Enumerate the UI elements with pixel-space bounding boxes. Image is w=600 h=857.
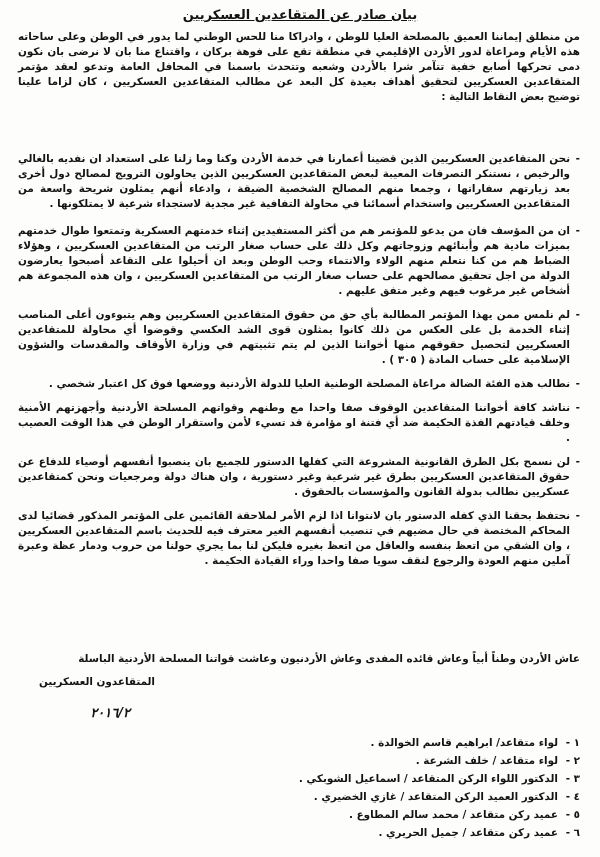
point-item: - ان من المؤسف فان من يدعو للمؤتمر هم من أكثر المستفيدين إثناء خدمتهم العسكرية وتمتعوا طوال خدمتهم بميزات مادية هم وأبنائهم وزوجاتهم وكل ذلك على حساب صغار الرتب من المتقاعدين العسكريين ، وهؤلاء الضباط هم من كنا نتعلم منهم الولاء والانتماء وحب الوطن وبعد ان أحيلوا على التقاعد أصبحوا يعارضون الدولة من اجل تحقيق مصالحهم على حساب صغار الرتب من المتقاعدين العسكريين ، وان هذه المجموعة هم أشخاص غير مرغوب فيهم وغير متفق عليهم .: [18, 224, 580, 299]
signatory-number: ٤ -: [565, 791, 580, 803]
signatory-item: [180, 824, 580, 842]
signatory-number: ٥ -: [565, 809, 580, 821]
signatory-number: ٢ -: [565, 755, 580, 767]
signatory-item: [180, 806, 580, 824]
signatory-number: ٣ -: [565, 773, 580, 785]
signatory-number: ٦ -: [565, 827, 580, 839]
signatory-name: لواء متقاعد / خلف الشرعة .: [415, 755, 558, 767]
signatory-number: ١ -: [565, 737, 580, 749]
signatory-item: [180, 770, 580, 788]
signatory-item: [180, 788, 580, 806]
point-item: - نطالب هذه الفئة الضالة مراعاة المصلحة الوطنية العليا للدولة الأردنية ووضعها فوق كل اعتبار شخصي .: [18, 377, 580, 392]
document-title: بيان صادر عن المتقاعدين العسكريين: [182, 8, 418, 23]
signatory-name: عميد ركن متقاعد / محمد سالم المطاوع .: [349, 809, 558, 821]
signatory-name: لواء متقاعد/ ابراهيم قاسم الخوالدة .: [370, 737, 558, 749]
points-list: [18, 152, 580, 578]
signature-line: المتقاعدون العسكريين: [39, 676, 155, 688]
signatory-item: [180, 734, 580, 752]
point-item: - نحتفظ بحقنا الذي كفله الدستور بان لانتوانا اذا لزم الأمر لملاحقة القائمين على المؤتمر المذكور قضائيا لدى المحاكم المختصة في حال مضيهم في تنصيب أنفسهم الغير معترف فيه للحديث باسم المتقاعدين العسكريين ، وان الشقي من اتعظ بنفسه والعاقل من اتعظ بغيره فليكن لنا بما يجري حولنا من حروب ودمار عظة وعبرة آملين منهم العودة والرجوع لنقف سويا صفا واحدا وراء القيادة الحكيمة .: [18, 509, 580, 569]
intro-paragraph: من منطلق إيماننا العميق بالمصلحة العليا للوطن ، وادراكا منا للحس الوطني لما يدور في الوطن وعلى ساحاته هذه الأيام ومراعاة لدور الأردن الإقليمي في منطقة تقع على فوهة بركان ، واقتناع منا بان لا نرضى بان نكون دمى تحركها أصابع خفية تتآمر شرا بالأردن وشعبه وتتحدث باسمنا في المحافل العامة وتدعو لعقد مؤتمر المتقاعدين العسكريين لتحقيق أهداف بعيدة كل البعد عن مطالب المتقاعدين العسكريين ، كان لزاما علينا توضيح بعض النقاط التالية :: [18, 31, 580, 103]
signatory-name: عميد ركن متقاعد / جميل الحريري .: [378, 827, 558, 839]
signatory-name: الدكتور اللواء الركن المتقاعد / اسماعيل الشوبكي .: [298, 773, 558, 785]
signatories-list: [180, 734, 580, 842]
closing-line: عاش الأردن وطناً أبياً وعاش قائده المفدى وعاش الأردنيون وعاشت قواتنا المسلحة الأردنية الباسلة: [78, 653, 580, 665]
point-item: - نحن المتقاعدين العسكريين الذين قضينا أعمارنا في خدمة الأردن وكنا وما زلنا على استعداد ان نفديه بالغالي والرخيص ، نستنكر التصرفات المعيبة لبعض المتقاعدين العسكريين الذين يحاولون الترويج لمصالح دول أخرى بعد زيارتهم سفاراتها ، وجمعا منهم المصالح الشخصية الضيقة ، وادعاء أنهم يمثلون شريحة واسعة من المتقاعدين العسكريين واستخدام أسمائنا في محاولة التفافية غير مجدية لاستجداء شرعية لا يمتلكونها .: [18, 152, 580, 212]
point-item: - لن نسمح بكل الطرق القانونية المشروعة التي كفلها الدستور للجميع بان ينصبوا أنفسهم أوصياء للدفاع عن حقوق المتقاعدين العسكريين بطرق غير شرعية وغير دستورية ، وان هناك دولة ومرجعيات ونحن كمتقاعدين عسكريين نطالب بدولة القانون والمؤسسات بالحقوق .: [18, 455, 580, 500]
document-date: ٢٠١٦/٢: [90, 706, 130, 721]
point-item: - نناشد كافة أخواننا المتقاعدين الوقوف صفا واحدا مع وطنهم وقواتهم المسلحة الأردنية وأجهزتهم الأمنية وخلف قيادتهم الفذة الحكيمة ضد أي فتنة او مؤامرة قد تسيء لأمن واستقرار الوطن في هذا الوقت العصيب .: [18, 401, 580, 446]
signatory-name: الدكتور العميد الركن المتقاعد / غازي الخضيري .: [313, 791, 558, 803]
signatory-item: [180, 752, 580, 770]
point-item: - لم نلمس ممن يهذا المؤتمر المطالبة بأي حق من حقوق المتقاعدين العسكريين وهم يتبوءون أعلى المناصب إثناء الخدمة بل على العكس من ذلك كانوا يمثلون قوى الشد العكسي وقوضوا أي محاولة للمتقاعدين العسكريين لتحصيل حقوقهم منها أخواننا الذين لم يتم تثبيتهم في وزارة الأوقاف والمقدسات والشؤون الإسلامية على حساب المادة ( ٣٠٥ ) .: [18, 308, 580, 368]
